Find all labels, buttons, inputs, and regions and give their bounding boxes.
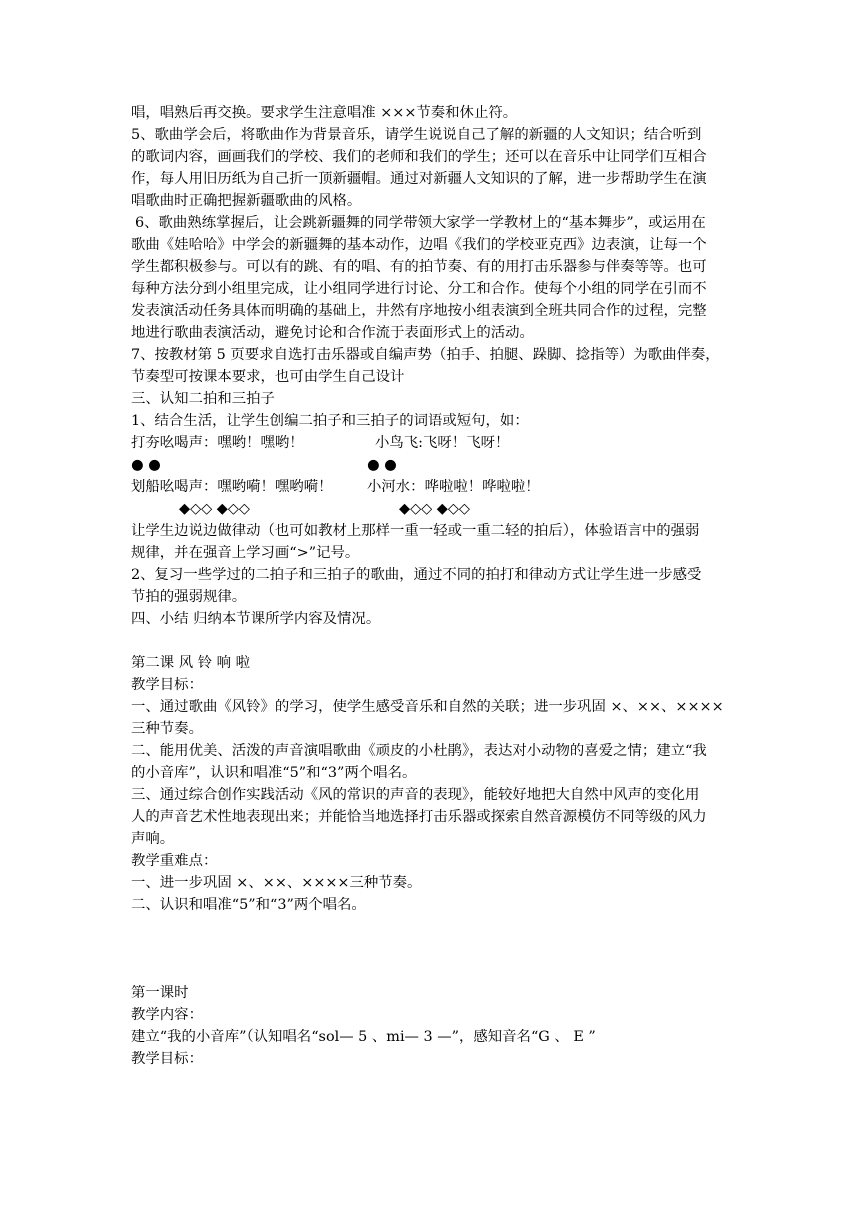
section-heading: 三、认知二拍和三拍子 (131, 391, 275, 407)
text-line: 规律，并在强音上学习画“>”记号。 (131, 545, 360, 561)
text-line: 三、通过综合创作实践活动《风的常识的声音的表现》，能较好地把大自然中风声的变化用 (131, 787, 700, 803)
text-line: 让学生边说边做律动（也可如教材上那样一重一轻或一重二轻的拍后），体验语言中的强弱 (131, 523, 700, 539)
text-line: 唱歌曲时正确把握新疆歌曲的风格。 (131, 193, 362, 209)
example-row (131, 476, 731, 498)
text-line: 每种方法分到小组里完成，让小组同学进行讨论、分工和合作。使每个小组的同学在引而不 (131, 281, 707, 297)
text-line: 1、结合生活，让学生创编二拍子和三拍子的词语或短句，如： (131, 413, 529, 429)
example-row (131, 432, 731, 454)
text-line: 一、通过歌曲《风铃》的学习，使学生感受音乐和自然的关联；进一步巩固 ×、××、×××× (131, 699, 724, 715)
text-line: 二、认识和唱准“5”和“3”两个唱名。 (131, 897, 366, 913)
text-line: 声响。 (131, 831, 175, 847)
text-line: 地进行歌曲表演活动，避免讨论和合作流于表面形式上的活动。 (131, 325, 534, 341)
text-line: 的小音库”，认识和唱准“5”和“3”两个唱名。 (131, 765, 417, 781)
text-line: 2、复习一些学过的二拍子和三拍子的歌曲，通过不同的拍打和律动方式让学生进一步感受 (131, 567, 702, 583)
subheading: 教学内容： (131, 1007, 203, 1023)
text-line: 节奏型可按课本要求，也可由学生自己设计 (131, 369, 405, 385)
text-line: 发表演活动任务具体而明确的基础上，井然有序地按小组表演到全班共同合作的过程，完整 (131, 303, 707, 319)
example-text: 小河水：哗啦啦！哗啦啦！ (367, 479, 540, 495)
strong-beat-marks: ● ● (367, 457, 397, 473)
beat-marks-row (131, 498, 731, 520)
text-line: 5、歌曲学会后，将歌曲作为背景音乐，请学生说说自己了解的新疆的人文知识；结合听到 (131, 127, 702, 143)
subheading: 教学重难点： (131, 853, 218, 869)
text-line: 人的声音艺术性地表现出来；并能恰当地选择打击乐器或探索自然音源模仿不同等级的风力 (131, 809, 707, 825)
lesson-period-title: 第一课时 (131, 985, 189, 1001)
text-line: 学生都积极参与。可以有的跳、有的唱、有的拍节奏、有的用打击乐器参与伴奏等等。也可 (131, 259, 707, 275)
subheading: 教学目标： (131, 677, 203, 693)
subheading: 教学目标： (131, 1051, 203, 1067)
text-line: 二、能用优美、活泼的声音演唱歌曲《顽皮的小杜鹃》，表达对小动物的喜爱之情；建立“我 (131, 743, 707, 759)
strong-beat-marks: ● ● (131, 457, 161, 473)
text-line: 节拍的强弱规律。 (131, 589, 247, 605)
text-line: 一、进一步巩固 ×、××、××××三种节奏。 (131, 875, 422, 891)
text-line: 唱，唱熟后再交换。要求学生注意唱准 ×××节奏和休止符。 (131, 105, 518, 121)
example-text: 打夯吆喝声：嘿哟！嘿哟！ (131, 435, 304, 451)
lesson-title: 第二课 风 铃 响 啦 (131, 655, 251, 671)
beat-marks-row (131, 454, 731, 476)
section-heading: 四、小结 归纳本节课所学内容及情况。 (131, 611, 381, 627)
text-line: 的歌词内容，画画我们的学校、我们的老师和我们的学生；还可以在音乐中让同学们互相合 (131, 149, 707, 165)
text-line: 6、歌曲熟练掌握后，让会跳新疆舞的同学带领大家学一学教材上的“基本舞步”，或运用在 (135, 215, 706, 231)
text-line: 三种节奏。 (131, 721, 203, 737)
triple-beat-marks: ◆◇◇ ◆◇◇ (179, 501, 250, 517)
triple-beat-marks: ◆◇◇ ◆◇◇ (399, 501, 470, 517)
text-line: 建立“我的小音库”（认知唱名“sol— 5 、mi— 3 —”，感知音名“G 、 E ” (131, 1029, 596, 1045)
text-line: 作，每人用旧历纸为自己折一顶新疆帽。通过对新疆人文知识的了解，进一步帮助学生在演 (131, 171, 707, 187)
text-line: 歌曲《娃哈哈》中学会的新疆舞的基本动作，边唱《我们的学校亚克西》边表演，让每一个 (131, 237, 707, 253)
example-text: 划船吆喝声：嘿哟嗬！嘿哟嗬！ (131, 479, 333, 495)
example-text: 小鸟飞:飞呀！飞呀！ (375, 435, 510, 451)
document-page (131, 102, 731, 1070)
text-line: 7、按教材第 5 页要求自选打击乐器或自编声势（拍手、拍腿、跺脚、捻指等）为歌曲伴奏， (131, 347, 720, 363)
